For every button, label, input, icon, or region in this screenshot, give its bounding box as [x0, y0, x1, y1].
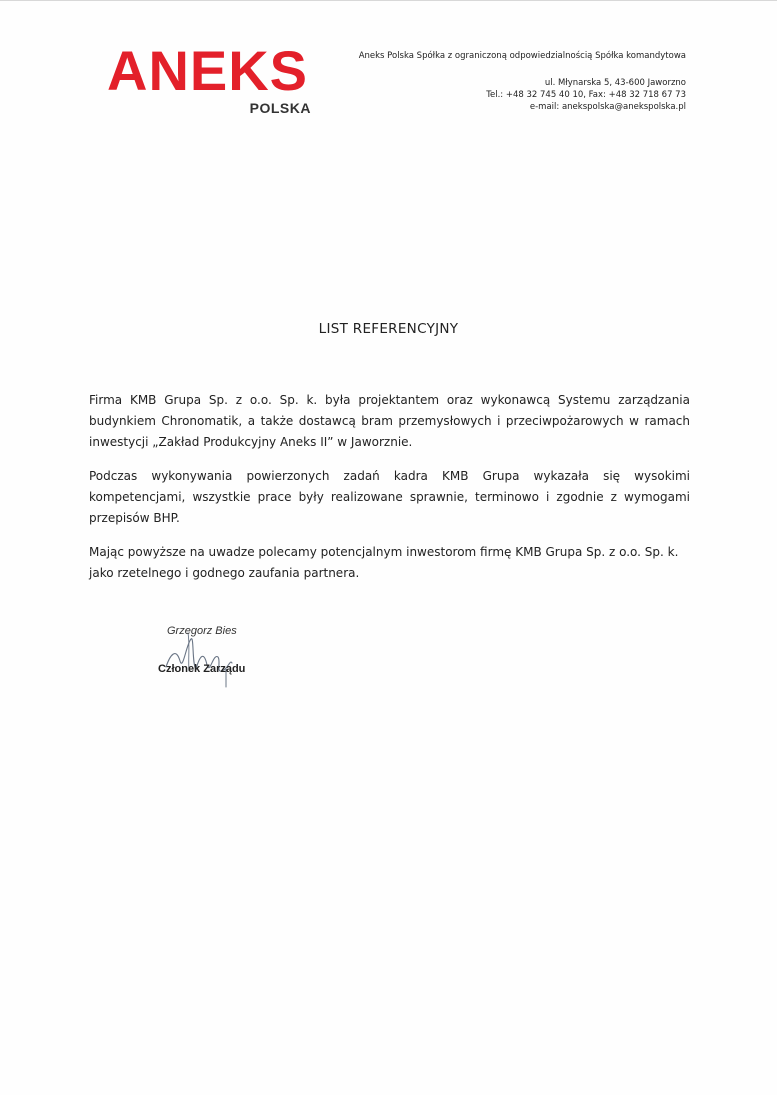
- company-address: ul. Młynarska 5, 43-600 Jaworzno: [544, 78, 686, 88]
- company-name: Aneks Polska Spółka z ograniczoną odpowiedzialnością Spółka komandytowa: [358, 51, 686, 61]
- body-paragraph: Firma KMB Grupa Sp. z o.o. Sp. k. była projektantem oraz wykonawcą Systemu zarządzania budynkiem Chronomatik, a także dostawcą bram przemysłowych i przeciwpożarowych w ramach inwestycji „Zakład Produkcyjny Aneks II” w Jaworznie.: [89, 393, 690, 449]
- company-logo: [107, 39, 317, 121]
- document-title: LIST REFERENCYJNY: [318, 321, 459, 337]
- body-paragraph: Podczas wykonywania powierzonych zadań kadra KMB Grupa wykazała się wysokimi kompetencjami, wszystkie prace były realizowane sprawnie, terminowo i zgodnie z wymogami przepisów BHP.: [89, 469, 690, 525]
- letter-body: [89, 390, 690, 597]
- logo-wordmark: ANEKS: [107, 39, 309, 102]
- company-info: [359, 51, 686, 113]
- company-phone-fax: Tel.: +48 32 745 40 10, Fax: +48 32 718 67 73: [486, 90, 686, 100]
- signature-block: [158, 625, 288, 695]
- logo-subtitle: POLSKA: [249, 100, 311, 116]
- company-email: e-mail: anekspolska@anekspolska.pl: [529, 102, 686, 112]
- body-paragraph: Mając powyższe na uwadze polecamy potencjalnym inwestorom firmę KMB Grupa Sp. z o.o. Sp. k. jako rzetelnego i godnego zaufania partnera.: [89, 545, 679, 580]
- signer-role: Członek Zarządu: [158, 663, 246, 675]
- signer-name: Grzegorz Bies: [167, 625, 237, 637]
